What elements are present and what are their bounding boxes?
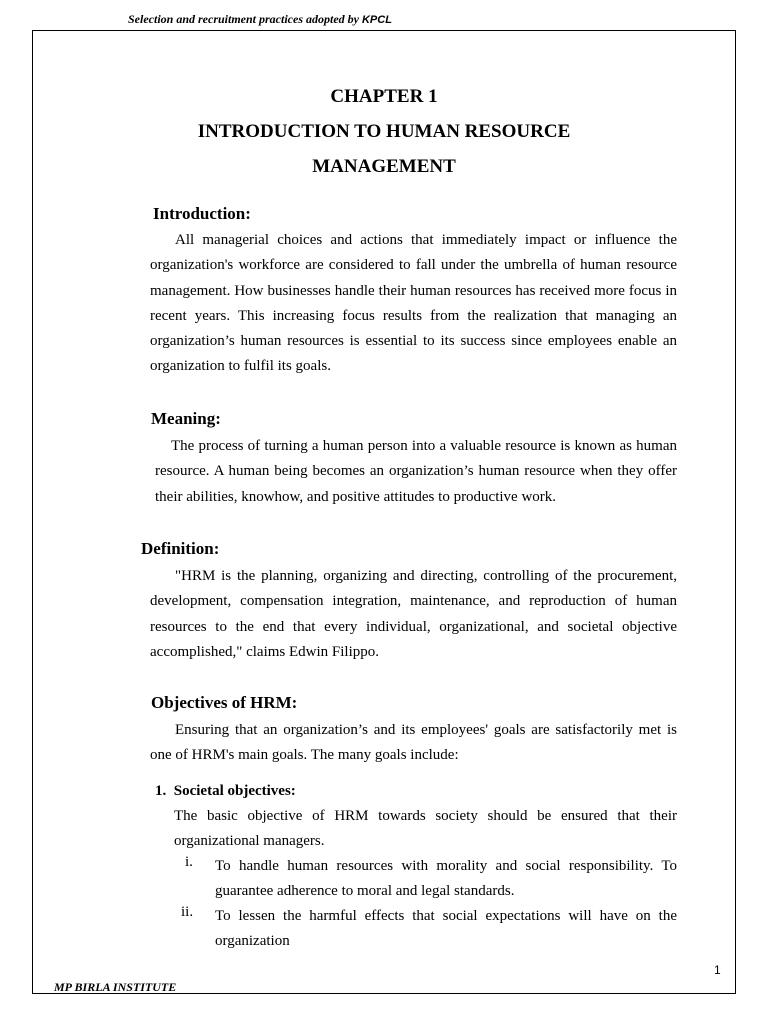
- chapter-title-line2: MANAGEMENT: [312, 156, 456, 177]
- page-number: 1: [714, 963, 721, 977]
- objectives-heading: Objectives of HRM:: [151, 693, 298, 712]
- running-header: [128, 12, 392, 27]
- subitem-marker: i.: [185, 854, 193, 870]
- introduction-paragraph: All managerial choices and actions that immediately impact or influence the organization's workforce are considered to fall under the umbrella of human resource management. How businesses handle their human resources has received more focus in recent years. This increasing focus results from the realization that managing an organization’s human resources is essential to its success since employees enable an organization to fulfil its goals.: [150, 232, 677, 375]
- header-brand: KPCL: [361, 14, 392, 26]
- objective-description: The basic objective of HRM towards society should be ensured that their organizational managers.: [174, 808, 677, 850]
- subitem-text: To lessen the harmful effects that social expectations will have on the organization: [215, 908, 677, 950]
- subitem-text: To handle human resources with morality and social responsibility. To guarantee adherence to moral and legal standards.: [215, 858, 677, 900]
- objective-title: Societal objectives:: [173, 783, 296, 799]
- chapter-title-line1: INTRODUCTION TO HUMAN RESOURCE: [197, 121, 571, 142]
- meaning-paragraph: The process of turning a human person into a valuable resource is known as human resource. A human being becomes an organization’s human resource when they offer their abilities, knowhow, and positive attitudes to productive work.: [155, 438, 677, 505]
- definition-paragraph: "HRM is the planning, organizing and directing, controlling of the procurement, development, compensation integration, maintenance, and reproduction of human resources to the end that every individual, organizational, and societal objective accomplished," claims Edwin Filippo.: [150, 568, 677, 660]
- meaning-heading: Meaning:: [151, 409, 221, 428]
- objective-number: 1.: [155, 783, 167, 799]
- footer-institute: MP BIRLA INSTITUTE: [54, 980, 177, 994]
- objectives-paragraph: Ensuring that an organization’s and its employees' goals are satisfactorily met is one of HRM's main goals. The many goals include:: [150, 722, 677, 764]
- definition-heading: Definition:: [141, 539, 220, 558]
- introduction-heading: Introduction:: [153, 204, 251, 223]
- objective-list-item: [155, 783, 296, 800]
- subitem-marker: ii.: [181, 904, 194, 920]
- chapter-number: CHAPTER 1: [330, 86, 438, 107]
- header-title: Selection and recruitment practices adopted by: [128, 12, 362, 26]
